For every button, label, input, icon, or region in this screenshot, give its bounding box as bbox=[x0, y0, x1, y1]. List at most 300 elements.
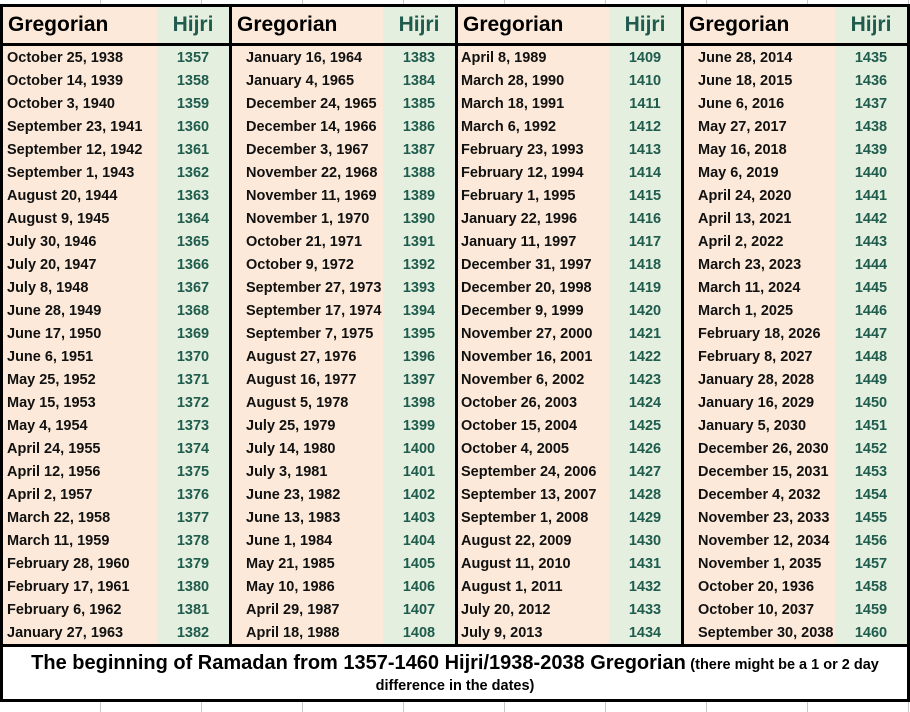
table-caption bbox=[0, 644, 910, 702]
hijri-year-cell: 1407 bbox=[383, 598, 455, 621]
hijri-year-cell: 1386 bbox=[383, 115, 455, 138]
table-row bbox=[684, 230, 907, 253]
table-row bbox=[232, 230, 455, 253]
hijri-year-cell: 1428 bbox=[609, 483, 681, 506]
table-row bbox=[232, 368, 455, 391]
hijri-year-cell: 1423 bbox=[609, 368, 681, 391]
gregorian-date-cell: June 13, 1983 bbox=[232, 506, 383, 529]
table-row bbox=[684, 368, 907, 391]
table-row bbox=[3, 483, 229, 506]
gregorian-date-cell: February 18, 2026 bbox=[684, 322, 835, 345]
gregorian-header: Gregorian bbox=[458, 7, 609, 43]
table-row bbox=[684, 253, 907, 276]
table-row bbox=[3, 437, 229, 460]
table-row bbox=[3, 207, 229, 230]
gregorian-date-cell: January 28, 2028 bbox=[684, 368, 835, 391]
gregorian-date-cell: February 8, 2027 bbox=[684, 345, 835, 368]
gregorian-date-cell: March 18, 1991 bbox=[458, 92, 609, 115]
gregorian-date-cell: September 7, 1975 bbox=[232, 322, 383, 345]
gregorian-date-cell: August 9, 1945 bbox=[3, 207, 157, 230]
gregorian-date-cell: August 5, 1978 bbox=[232, 391, 383, 414]
table-row bbox=[3, 414, 229, 437]
hijri-year-cell: 1380 bbox=[157, 575, 229, 598]
table-row bbox=[458, 299, 681, 322]
hijri-year-cell: 1414 bbox=[609, 161, 681, 184]
gregorian-date-cell: August 11, 2010 bbox=[458, 552, 609, 575]
table-row bbox=[232, 414, 455, 437]
table-row bbox=[458, 621, 681, 644]
table-row bbox=[684, 46, 907, 69]
table-rows bbox=[232, 46, 455, 644]
gregorian-date-cell: September 17, 1974 bbox=[232, 299, 383, 322]
table-row bbox=[3, 230, 229, 253]
gregorian-date-cell: September 27, 1973 bbox=[232, 276, 383, 299]
hijri-year-cell: 1450 bbox=[835, 391, 907, 414]
table-row bbox=[3, 184, 229, 207]
table-row bbox=[684, 92, 907, 115]
table-row bbox=[684, 391, 907, 414]
column-group-header bbox=[684, 7, 907, 46]
hijri-year-cell: 1409 bbox=[609, 46, 681, 69]
table-row bbox=[232, 598, 455, 621]
table-row bbox=[684, 276, 907, 299]
table-row bbox=[232, 437, 455, 460]
table-row bbox=[684, 161, 907, 184]
table-row bbox=[458, 46, 681, 69]
hijri-year-cell: 1413 bbox=[609, 138, 681, 161]
hijri-year-cell: 1438 bbox=[835, 115, 907, 138]
hijri-year-cell: 1419 bbox=[609, 276, 681, 299]
table-row bbox=[684, 621, 907, 644]
hijri-year-cell: 1390 bbox=[383, 207, 455, 230]
table-row bbox=[684, 460, 907, 483]
gregorian-date-cell: February 12, 1994 bbox=[458, 161, 609, 184]
hijri-year-cell: 1446 bbox=[835, 299, 907, 322]
hijri-year-cell: 1452 bbox=[835, 437, 907, 460]
hijri-year-cell: 1454 bbox=[835, 483, 907, 506]
gregorian-date-cell: March 11, 1959 bbox=[3, 529, 157, 552]
table-row bbox=[458, 414, 681, 437]
hijri-year-cell: 1398 bbox=[383, 391, 455, 414]
gregorian-date-cell: April 2, 2022 bbox=[684, 230, 835, 253]
hijri-year-cell: 1399 bbox=[383, 414, 455, 437]
hijri-year-cell: 1458 bbox=[835, 575, 907, 598]
hijri-year-cell: 1359 bbox=[157, 92, 229, 115]
table-row bbox=[3, 276, 229, 299]
gregorian-date-cell: August 22, 2009 bbox=[458, 529, 609, 552]
gregorian-date-cell: July 9, 2013 bbox=[458, 621, 609, 644]
hijri-year-cell: 1449 bbox=[835, 368, 907, 391]
table-row bbox=[232, 575, 455, 598]
hijri-year-cell: 1391 bbox=[383, 230, 455, 253]
hijri-year-cell: 1357 bbox=[157, 46, 229, 69]
hijri-year-cell: 1410 bbox=[609, 69, 681, 92]
table-row bbox=[458, 92, 681, 115]
gregorian-date-cell: January 27, 1963 bbox=[3, 621, 157, 644]
table-row bbox=[3, 368, 229, 391]
gregorian-date-cell: July 20, 1947 bbox=[3, 253, 157, 276]
gregorian-header: Gregorian bbox=[684, 7, 835, 43]
hijri-year-cell: 1383 bbox=[383, 46, 455, 69]
table-row bbox=[684, 207, 907, 230]
hijri-year-cell: 1459 bbox=[835, 598, 907, 621]
table-row bbox=[684, 69, 907, 92]
table-row bbox=[458, 483, 681, 506]
table-row bbox=[458, 598, 681, 621]
gregorian-date-cell: June 6, 2016 bbox=[684, 92, 835, 115]
hijri-year-cell: 1408 bbox=[383, 621, 455, 644]
table-row bbox=[684, 529, 907, 552]
gregorian-date-cell: November 1, 1970 bbox=[232, 207, 383, 230]
hijri-year-cell: 1379 bbox=[157, 552, 229, 575]
table-column-group-3 bbox=[455, 7, 681, 644]
table-row bbox=[684, 575, 907, 598]
hijri-year-cell: 1420 bbox=[609, 299, 681, 322]
column-group-header bbox=[232, 7, 455, 46]
hijri-year-cell: 1447 bbox=[835, 322, 907, 345]
hijri-year-cell: 1393 bbox=[383, 276, 455, 299]
table-row bbox=[232, 529, 455, 552]
gregorian-date-cell: June 18, 2015 bbox=[684, 69, 835, 92]
gregorian-date-cell: April 24, 2020 bbox=[684, 184, 835, 207]
table-row bbox=[684, 345, 907, 368]
gregorian-date-cell: December 15, 2031 bbox=[684, 460, 835, 483]
hijri-year-cell: 1378 bbox=[157, 529, 229, 552]
table-row bbox=[684, 414, 907, 437]
hijri-year-cell: 1385 bbox=[383, 92, 455, 115]
hijri-year-cell: 1456 bbox=[835, 529, 907, 552]
table-row bbox=[232, 345, 455, 368]
hijri-year-cell: 1416 bbox=[609, 207, 681, 230]
hijri-header: Hijri bbox=[835, 7, 907, 43]
table-row bbox=[684, 184, 907, 207]
gregorian-date-cell: October 26, 2003 bbox=[458, 391, 609, 414]
hijri-year-cell: 1424 bbox=[609, 391, 681, 414]
caption-main-text: The beginning of Ramadan from 1357-1460 Hijri/1938-2038 Gregorian bbox=[31, 651, 686, 674]
hijri-year-cell: 1384 bbox=[383, 69, 455, 92]
table-row bbox=[3, 92, 229, 115]
table-row bbox=[232, 483, 455, 506]
hijri-year-cell: 1425 bbox=[609, 414, 681, 437]
table-row bbox=[232, 92, 455, 115]
hijri-year-cell: 1358 bbox=[157, 69, 229, 92]
hijri-year-cell: 1362 bbox=[157, 161, 229, 184]
table-row bbox=[232, 276, 455, 299]
hijri-year-cell: 1367 bbox=[157, 276, 229, 299]
hijri-year-cell: 1370 bbox=[157, 345, 229, 368]
gregorian-date-cell: October 20, 1936 bbox=[684, 575, 835, 598]
gregorian-date-cell: March 22, 1958 bbox=[3, 506, 157, 529]
column-group-header bbox=[3, 7, 229, 46]
gregorian-date-cell: October 25, 1938 bbox=[3, 46, 157, 69]
hijri-year-cell: 1371 bbox=[157, 368, 229, 391]
hijri-year-cell: 1400 bbox=[383, 437, 455, 460]
table-row bbox=[3, 391, 229, 414]
hijri-year-cell: 1421 bbox=[609, 322, 681, 345]
gregorian-date-cell: December 4, 2032 bbox=[684, 483, 835, 506]
hijri-year-cell: 1377 bbox=[157, 506, 229, 529]
hijri-year-cell: 1404 bbox=[383, 529, 455, 552]
gregorian-date-cell: November 1, 2035 bbox=[684, 552, 835, 575]
table-row bbox=[458, 437, 681, 460]
hijri-year-cell: 1451 bbox=[835, 414, 907, 437]
ramadan-conversion-table bbox=[0, 4, 910, 644]
table-row bbox=[3, 161, 229, 184]
table-row bbox=[458, 161, 681, 184]
gregorian-date-cell: December 3, 1967 bbox=[232, 138, 383, 161]
gregorian-date-cell: July 3, 1981 bbox=[232, 460, 383, 483]
hijri-year-cell: 1422 bbox=[609, 345, 681, 368]
hijri-year-cell: 1431 bbox=[609, 552, 681, 575]
hijri-year-cell: 1453 bbox=[835, 460, 907, 483]
table-row bbox=[232, 161, 455, 184]
table-row bbox=[232, 46, 455, 69]
hijri-year-cell: 1361 bbox=[157, 138, 229, 161]
hijri-year-cell: 1360 bbox=[157, 115, 229, 138]
table-row bbox=[3, 529, 229, 552]
table-row bbox=[458, 276, 681, 299]
gregorian-date-cell: October 21, 1971 bbox=[232, 230, 383, 253]
hijri-year-cell: 1366 bbox=[157, 253, 229, 276]
gregorian-date-cell: October 9, 1972 bbox=[232, 253, 383, 276]
table-row bbox=[458, 230, 681, 253]
gregorian-date-cell: April 29, 1987 bbox=[232, 598, 383, 621]
gregorian-date-cell: November 6, 2002 bbox=[458, 368, 609, 391]
hijri-year-cell: 1363 bbox=[157, 184, 229, 207]
hijri-year-cell: 1412 bbox=[609, 115, 681, 138]
table-row bbox=[232, 184, 455, 207]
table-row bbox=[232, 69, 455, 92]
hijri-year-cell: 1444 bbox=[835, 253, 907, 276]
bottom-gridline-strip bbox=[0, 702, 910, 712]
hijri-year-cell: 1396 bbox=[383, 345, 455, 368]
gregorian-date-cell: August 27, 1976 bbox=[232, 345, 383, 368]
gregorian-date-cell: February 23, 1993 bbox=[458, 138, 609, 161]
hijri-year-cell: 1445 bbox=[835, 276, 907, 299]
hijri-year-cell: 1426 bbox=[609, 437, 681, 460]
table-row bbox=[458, 575, 681, 598]
gregorian-date-cell: February 28, 1960 bbox=[3, 552, 157, 575]
gregorian-date-cell: August 1, 2011 bbox=[458, 575, 609, 598]
hijri-year-cell: 1433 bbox=[609, 598, 681, 621]
hijri-year-cell: 1368 bbox=[157, 299, 229, 322]
gregorian-date-cell: August 20, 1944 bbox=[3, 184, 157, 207]
hijri-year-cell: 1373 bbox=[157, 414, 229, 437]
gregorian-date-cell: January 5, 2030 bbox=[684, 414, 835, 437]
gregorian-date-cell: January 11, 1997 bbox=[458, 230, 609, 253]
hijri-year-cell: 1435 bbox=[835, 46, 907, 69]
table-row bbox=[458, 345, 681, 368]
table-row bbox=[3, 598, 229, 621]
hijri-year-cell: 1440 bbox=[835, 161, 907, 184]
gregorian-date-cell: March 6, 1992 bbox=[458, 115, 609, 138]
gregorian-date-cell: January 16, 2029 bbox=[684, 391, 835, 414]
hijri-header: Hijri bbox=[383, 7, 455, 43]
table-row bbox=[3, 46, 229, 69]
gregorian-date-cell: January 16, 1964 bbox=[232, 46, 383, 69]
table-row bbox=[232, 460, 455, 483]
gregorian-date-cell: June 1, 1984 bbox=[232, 529, 383, 552]
table-rows bbox=[458, 46, 681, 644]
table-row bbox=[232, 299, 455, 322]
gregorian-date-cell: January 22, 1996 bbox=[458, 207, 609, 230]
hijri-year-cell: 1364 bbox=[157, 207, 229, 230]
gregorian-date-cell: April 24, 1955 bbox=[3, 437, 157, 460]
gregorian-date-cell: February 17, 1961 bbox=[3, 575, 157, 598]
hijri-year-cell: 1394 bbox=[383, 299, 455, 322]
gregorian-header: Gregorian bbox=[3, 7, 157, 43]
table-row bbox=[458, 207, 681, 230]
table-row bbox=[458, 322, 681, 345]
table-row bbox=[232, 322, 455, 345]
table-row bbox=[684, 322, 907, 345]
hijri-year-cell: 1415 bbox=[609, 184, 681, 207]
hijri-year-cell: 1457 bbox=[835, 552, 907, 575]
hijri-header: Hijri bbox=[157, 7, 229, 43]
gregorian-date-cell: March 23, 2023 bbox=[684, 253, 835, 276]
gregorian-date-cell: May 10, 1986 bbox=[232, 575, 383, 598]
gregorian-date-cell: May 15, 1953 bbox=[3, 391, 157, 414]
gregorian-date-cell: April 8, 1989 bbox=[458, 46, 609, 69]
gregorian-date-cell: June 17, 1950 bbox=[3, 322, 157, 345]
table-row bbox=[3, 460, 229, 483]
gregorian-date-cell: October 4, 2005 bbox=[458, 437, 609, 460]
gregorian-date-cell: November 23, 2033 bbox=[684, 506, 835, 529]
table-row bbox=[3, 299, 229, 322]
gregorian-date-cell: September 30, 2038 bbox=[684, 621, 835, 644]
hijri-year-cell: 1372 bbox=[157, 391, 229, 414]
gregorian-date-cell: November 27, 2000 bbox=[458, 322, 609, 345]
gregorian-date-cell: April 13, 2021 bbox=[684, 207, 835, 230]
table-row bbox=[684, 115, 907, 138]
hijri-year-cell: 1387 bbox=[383, 138, 455, 161]
gregorian-date-cell: August 16, 1977 bbox=[232, 368, 383, 391]
hijri-year-cell: 1436 bbox=[835, 69, 907, 92]
hijri-year-cell: 1434 bbox=[609, 621, 681, 644]
gregorian-date-cell: April 18, 1988 bbox=[232, 621, 383, 644]
hijri-year-cell: 1405 bbox=[383, 552, 455, 575]
table-row bbox=[458, 253, 681, 276]
table-column-group-4 bbox=[681, 7, 907, 644]
hijri-year-cell: 1388 bbox=[383, 161, 455, 184]
hijri-year-cell: 1418 bbox=[609, 253, 681, 276]
gregorian-date-cell: October 10, 2037 bbox=[684, 598, 835, 621]
hijri-year-cell: 1437 bbox=[835, 92, 907, 115]
table-row bbox=[684, 506, 907, 529]
gregorian-date-cell: May 21, 1985 bbox=[232, 552, 383, 575]
hijri-year-cell: 1448 bbox=[835, 345, 907, 368]
gregorian-date-cell: March 1, 2025 bbox=[684, 299, 835, 322]
caption-note-text: (there might be a 1 or 2 day difference in the dates) bbox=[375, 656, 879, 694]
hijri-year-cell: 1402 bbox=[383, 483, 455, 506]
gregorian-date-cell: April 12, 1956 bbox=[3, 460, 157, 483]
hijri-year-cell: 1432 bbox=[609, 575, 681, 598]
gregorian-header: Gregorian bbox=[232, 7, 383, 43]
gregorian-date-cell: June 6, 1951 bbox=[3, 345, 157, 368]
table-row bbox=[458, 138, 681, 161]
gregorian-date-cell: July 8, 1948 bbox=[3, 276, 157, 299]
gregorian-date-cell: April 2, 1957 bbox=[3, 483, 157, 506]
table-row bbox=[232, 391, 455, 414]
gregorian-date-cell: December 9, 1999 bbox=[458, 299, 609, 322]
table-row bbox=[232, 138, 455, 161]
hijri-year-cell: 1427 bbox=[609, 460, 681, 483]
table-row bbox=[684, 552, 907, 575]
gregorian-date-cell: May 4, 1954 bbox=[3, 414, 157, 437]
gregorian-date-cell: May 6, 2019 bbox=[684, 161, 835, 184]
table-row bbox=[684, 483, 907, 506]
hijri-year-cell: 1369 bbox=[157, 322, 229, 345]
hijri-year-cell: 1382 bbox=[157, 621, 229, 644]
hijri-year-cell: 1392 bbox=[383, 253, 455, 276]
table-row bbox=[458, 460, 681, 483]
gregorian-date-cell: December 31, 1997 bbox=[458, 253, 609, 276]
hijri-year-cell: 1441 bbox=[835, 184, 907, 207]
table-row bbox=[684, 437, 907, 460]
hijri-year-cell: 1397 bbox=[383, 368, 455, 391]
gregorian-date-cell: February 6, 1962 bbox=[3, 598, 157, 621]
hijri-year-cell: 1443 bbox=[835, 230, 907, 253]
gregorian-date-cell: February 1, 1995 bbox=[458, 184, 609, 207]
table-row bbox=[3, 506, 229, 529]
hijri-year-cell: 1365 bbox=[157, 230, 229, 253]
gregorian-date-cell: September 23, 1941 bbox=[3, 115, 157, 138]
gregorian-date-cell: May 16, 2018 bbox=[684, 138, 835, 161]
gregorian-date-cell: January 4, 1965 bbox=[232, 69, 383, 92]
table-row bbox=[3, 345, 229, 368]
table-row bbox=[3, 552, 229, 575]
table-row bbox=[3, 115, 229, 138]
hijri-year-cell: 1401 bbox=[383, 460, 455, 483]
hijri-year-cell: 1406 bbox=[383, 575, 455, 598]
hijri-year-cell: 1389 bbox=[383, 184, 455, 207]
table-row bbox=[3, 621, 229, 644]
table-row bbox=[232, 552, 455, 575]
table-row bbox=[458, 552, 681, 575]
gregorian-date-cell: July 14, 1980 bbox=[232, 437, 383, 460]
table-row bbox=[458, 529, 681, 552]
hijri-year-cell: 1395 bbox=[383, 322, 455, 345]
table-row bbox=[684, 299, 907, 322]
gregorian-date-cell: October 15, 2004 bbox=[458, 414, 609, 437]
table-row bbox=[3, 575, 229, 598]
gregorian-date-cell: September 24, 2006 bbox=[458, 460, 609, 483]
table-row bbox=[458, 184, 681, 207]
gregorian-date-cell: November 12, 2034 bbox=[684, 529, 835, 552]
table-row bbox=[232, 115, 455, 138]
table-row bbox=[458, 506, 681, 529]
table-row bbox=[458, 115, 681, 138]
hijri-year-cell: 1442 bbox=[835, 207, 907, 230]
table-row bbox=[3, 138, 229, 161]
table-row bbox=[684, 138, 907, 161]
hijri-year-cell: 1460 bbox=[835, 621, 907, 644]
table-column-group-1 bbox=[3, 7, 229, 644]
hijri-year-cell: 1439 bbox=[835, 138, 907, 161]
hijri-year-cell: 1411 bbox=[609, 92, 681, 115]
hijri-year-cell: 1374 bbox=[157, 437, 229, 460]
caption-text bbox=[13, 651, 897, 696]
table-row bbox=[232, 621, 455, 644]
table-rows bbox=[684, 46, 907, 644]
gregorian-date-cell: March 28, 1990 bbox=[458, 69, 609, 92]
gregorian-date-cell: December 24, 1965 bbox=[232, 92, 383, 115]
gregorian-date-cell: June 28, 1949 bbox=[3, 299, 157, 322]
gregorian-date-cell: September 12, 1942 bbox=[3, 138, 157, 161]
gregorian-date-cell: September 13, 2007 bbox=[458, 483, 609, 506]
hijri-year-cell: 1455 bbox=[835, 506, 907, 529]
gregorian-date-cell: September 1, 1943 bbox=[3, 161, 157, 184]
